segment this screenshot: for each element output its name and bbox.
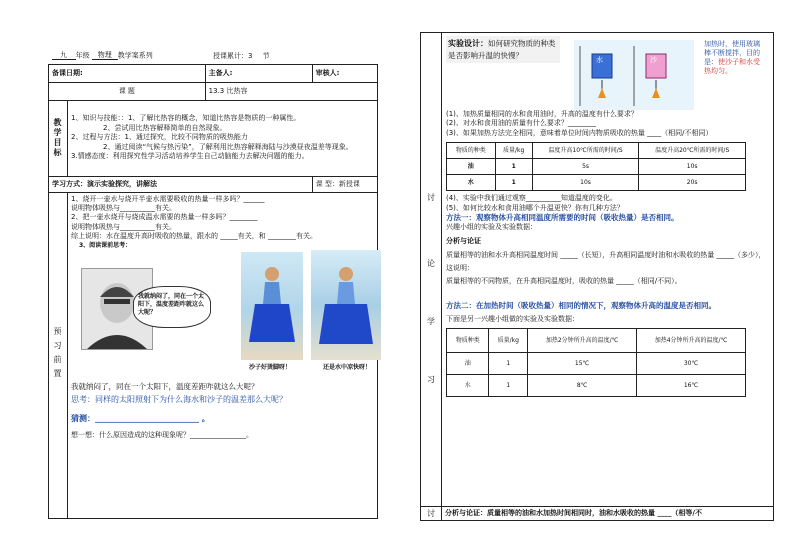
- t2-h3: 加热4分钟所升高的温度/℃: [637, 329, 746, 353]
- illustration-area: [71, 250, 374, 378]
- t1-h2: 温度升高10℃所需的时间/S: [532, 143, 639, 159]
- speech-bubble: 我就纳闷了，同在一个太阳下，温度差距咋就这么大呢？: [133, 286, 211, 328]
- date-cell: 备课日期:: [49, 64, 206, 82]
- t1-h3: 温度升高20℃所需的时间/S: [639, 143, 746, 159]
- grade-suffix: 年级: [75, 51, 90, 60]
- t2-cell: 1: [489, 375, 528, 397]
- t2-cell: 1: [489, 353, 528, 375]
- girl-dress-icon: [241, 252, 303, 360]
- bottom-analysis: 分析与论证：质量相等的油和水加热时间相同时，油和水吸收的热量 ____（相等/不: [442, 507, 774, 521]
- t1-h0: 物质的种类: [447, 143, 496, 159]
- t1-cell: 油: [447, 159, 496, 175]
- t2-h0: 物质种类: [447, 329, 489, 353]
- t2-h2: 加热2分钟所升高的温度/℃: [528, 329, 637, 353]
- data-table-2: [446, 328, 746, 397]
- caption-water: 还是水中凉快呀！: [323, 363, 372, 371]
- reviewer-cell: 审核人:: [312, 64, 377, 82]
- grade-value: 九: [52, 51, 76, 60]
- t2-cell: 30℃: [637, 353, 746, 375]
- t1-cell: 1: [495, 159, 532, 175]
- goals-label-cell: 教学目标: [49, 100, 68, 176]
- goals-content: 1、知识与技能：：1、了解比热容的概念，知道比热容是物质的一种属性。 2、尝试用比热容解释简单的自然现象。 2、过程与方法：1、通过探究，比较不同物质的吸热能力 2、通过阅读“气候与热污染”，了解利用比热容解释海陆与沙漠昼夜温差等现象。 3.情感态度：利用探究性学习活动培养学生自己动脑能力去解决问题的能力。: [68, 100, 378, 176]
- hours-unit: 节: [262, 51, 270, 60]
- girl-beach-photo-2: [311, 250, 381, 360]
- topic-label: 课 题: [49, 82, 206, 100]
- heating-apparatus-icon: [574, 40, 694, 110]
- preview-label-cell: 预习前置: [49, 192, 68, 518]
- t1-cell: 10s: [532, 175, 639, 191]
- discussion-content: 实验设计：如何研究物质的种类是否影响升温的快慢？ 水 沙 加热时，使用玻璃棒不断搅拌，目的是：使沙子和水受热均匀。 (1)、加热质量相同的水和食用油时，升高的温度有什么要求？ (2)、对水和食用油的质量有什么要求？________ (3)、如果加热方法完全相同，意味着单位时间内物质吸收的热量 ____（相同/不相同） 物质的种类 质量/kg 温度升高10℃所需的时间/S 温度升高20℃所需的时间/S 油 1 5s 10s 水 1 10s 20s (4)、实验中我们通过观察__________知道温度的变化。 (5)、如何比较水和食用油哪个升温更快？你有几种方法？ 方法一：观察物体升高相同温度所需要的时间（吸收热量）是否相同。 兴趣小组的实验及实验数据： 分析与论证 质量相等的油和水升高相同温度时间 _____（长短），升高相同温度时油和水吸收的热量 _____（多少），这说明： 质量相等的不同物质，在升高相同温度时，吸收的热量 _____（相同/不同）。 方法二：在加热时间（吸收热量）相同的情况下，观察物体升高的温度是否相同。 下面是另一兴趣小组做的实验及实验数据： 物质种类 质量/kg 加热2分钟所升高的温度/℃ 加热4分钟所升高的温度/℃ 油 1 15℃ 30℃ 水 1 8℃ 16℃: [442, 33, 774, 507]
- t2-cell: 16℃: [637, 375, 746, 397]
- t2-cell: 油: [447, 353, 489, 375]
- left-page: [48, 48, 378, 518]
- beaker-water-label: 水: [596, 56, 603, 64]
- method-cell: 学习方式：演示实验探究，讲解法: [49, 176, 313, 192]
- design-box: 实验设计：如何研究物质的种类是否影响升温的快慢？: [446, 36, 560, 63]
- lesson-plan-table: [48, 48, 378, 519]
- discussion-table: [420, 32, 774, 521]
- girl-beach-photo-1: [241, 252, 303, 360]
- t1-cell: 1: [495, 175, 532, 191]
- caption-sand: 沙子好烫脚呀！: [249, 363, 292, 371]
- topic-value: 13.3 比热容: [205, 82, 377, 100]
- header-row: [49, 48, 378, 64]
- right-page: [420, 32, 774, 528]
- t2-cell: 15℃: [528, 353, 637, 375]
- t1-cell: 20s: [639, 175, 746, 191]
- t1-cell: 5s: [532, 159, 639, 175]
- beaker-sand-label: 沙: [650, 56, 657, 64]
- stir-note: 加热时，使用玻璃棒不断搅拌，目的是：使沙子和水受热均匀。: [704, 40, 760, 76]
- t1-cell: 水: [447, 175, 496, 191]
- side-label-bottom: 讨: [421, 507, 442, 521]
- subject-value: 物理: [92, 51, 118, 60]
- t2-cell: 水: [447, 375, 489, 397]
- experiment-design: [446, 36, 769, 110]
- t1-h1: 质量/kg: [495, 143, 532, 159]
- series-label: 教学案系列: [117, 51, 153, 60]
- t2-h1: 质量/kg: [489, 329, 528, 353]
- lesson-type-cell: 课 型：新授课: [312, 176, 377, 192]
- data-table-1: [446, 142, 746, 191]
- preview-content: 1、烧开一壶水与烧开半壶水需要吸收的热量一样多吗？______ 说明物体吸热与__________有关。 2、把一壶水烧开与烧成温水需要的热量一样多吗？________ 说明物体吸热与__________有关。 综上说明：水在温度升高时吸收的热量，跟水的 _____有关，和 ________有关。 3、阅读课前思考： 我就纳闷了，同在一个太阳下，温度差距咋就这么大呢？ 沙子好烫脚呀！ 还是水中凉快呀！ 我就纳闷了，同在一个太阳下，温度差距咋就这么大呢？ 思考：同样的太阳照射下为什么海水和沙子的温差那么大呢？ 猜测：__________________________ 。 想一想：什么原因造成的这种现象呢？________________。: [68, 192, 378, 518]
- t2-cell: 8℃: [528, 375, 637, 397]
- t1-cell: 10s: [639, 159, 746, 175]
- preparer-cell: 主备人:: [205, 64, 312, 82]
- side-label-cell: 讨 论 学 习: [421, 33, 442, 507]
- hours-label: 授课累计：3: [212, 51, 253, 60]
- girl-dress-icon-2: [311, 250, 381, 360]
